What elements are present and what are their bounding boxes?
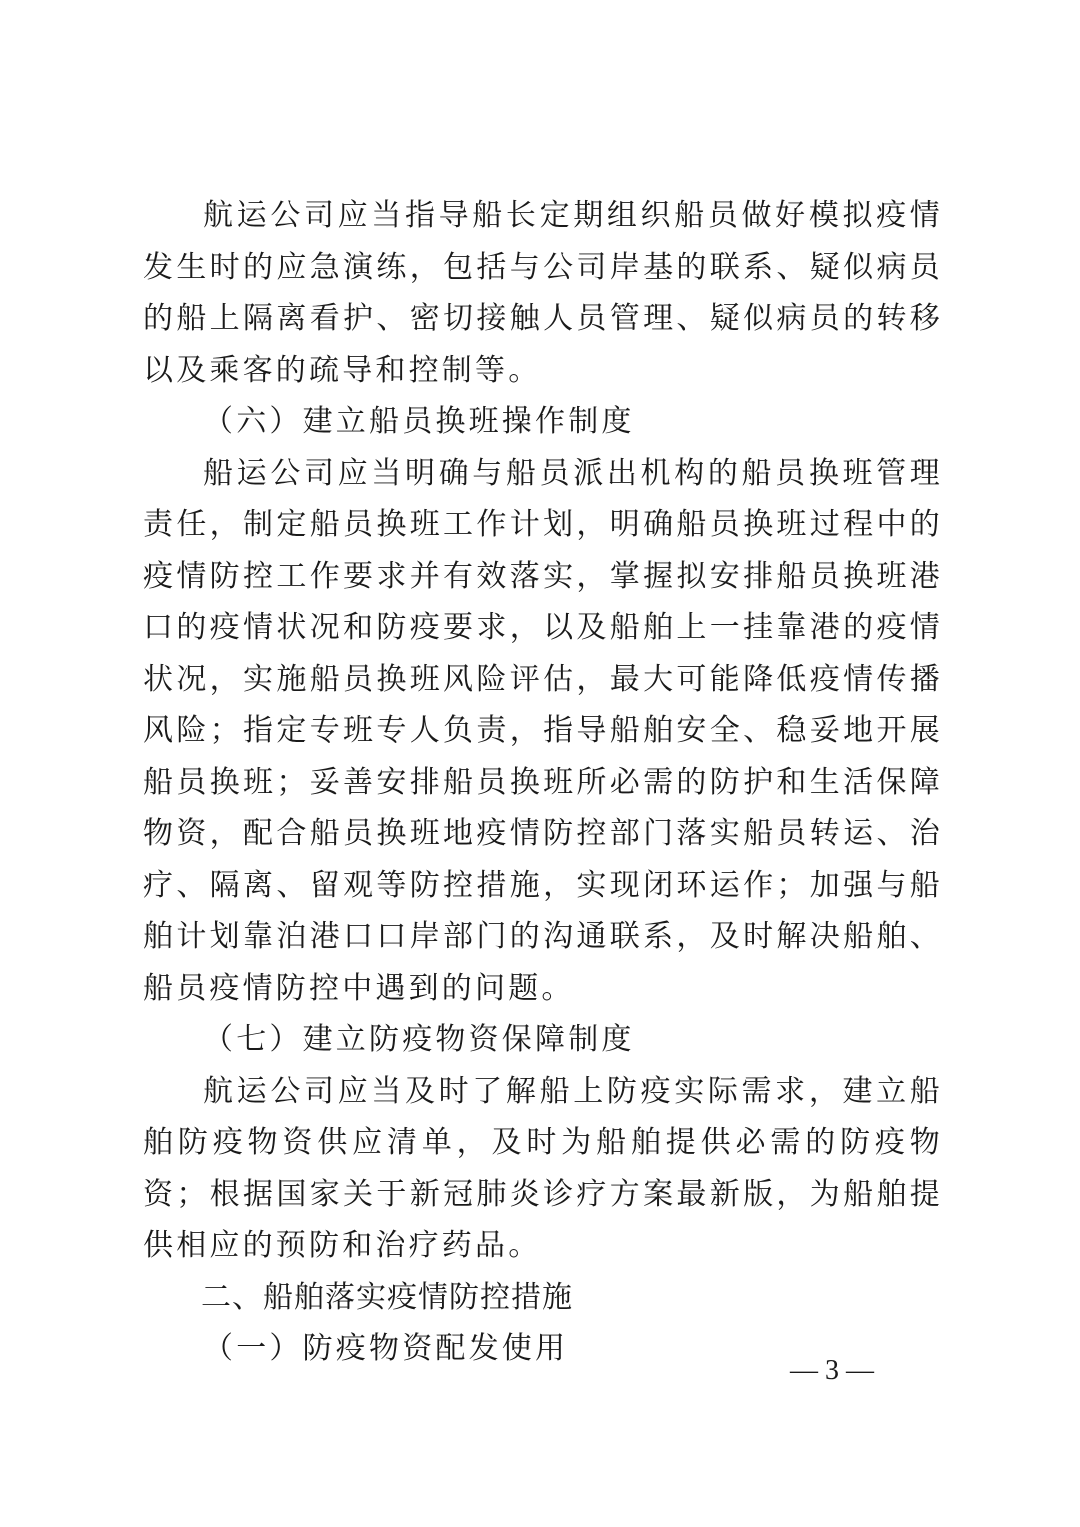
- paragraph-supplies: 航运公司应当及时了解船上防疫实际需求，建立船舶防疫物资供应清单，及时为船舶提供必需的防疫物资；根据国家关于新冠肺炎诊疗方案最新版，为船舶提供相应的预防和治疗药品。: [143, 1073, 943, 1263]
- document-body: [143, 190, 943, 1375]
- section-heading-ship-measures: 二、船舶落实疫情防控措施: [201, 1279, 573, 1315]
- subheading-supplies: （七）建立防疫物资保障制度: [203, 1022, 635, 1057]
- paragraph-emergency-drill: 航运公司应当指导船长定期组织船员做好模拟疫情发生时的应急演练，包括与公司岸基的联系、疑似病员的船上隔离看护、密切接触人员管理、疑似病员的转移以及乘客的疏导和控制等。: [143, 198, 943, 388]
- subheading-crew-change: （六）建立船员换班操作制度: [203, 404, 635, 439]
- page-number: — 3 —: [790, 1355, 874, 1386]
- paragraph-crew-change: 船运公司应当明确与船员派出机构的船员换班管理责任，制定船员换班工作计划，明确船员换班过程中的疫情防控工作要求并有效落实，掌握拟安排船员换班港口的疫情状况和防疫要求，以及船舶上一挂靠港的疫情状况，实施船员换班风险评估，最大可能降低疫情传播风险；指定专班专人负责，指导船舶安全、稳妥地开展船员换班；妥善安排船员换班所必需的防护和生活保障物资，配合船员换班地疫情防控部门落实船员转运、治疗、隔离、留观等防控措施，实现闭环运作；加强与船舶计划靠泊港口口岸部门的沟通联系，及时解决船舶、船员疫情防控中遇到的问题。: [143, 455, 943, 1006]
- subheading-supply-distribution: （一）防疫物资配发使用: [203, 1331, 569, 1366]
